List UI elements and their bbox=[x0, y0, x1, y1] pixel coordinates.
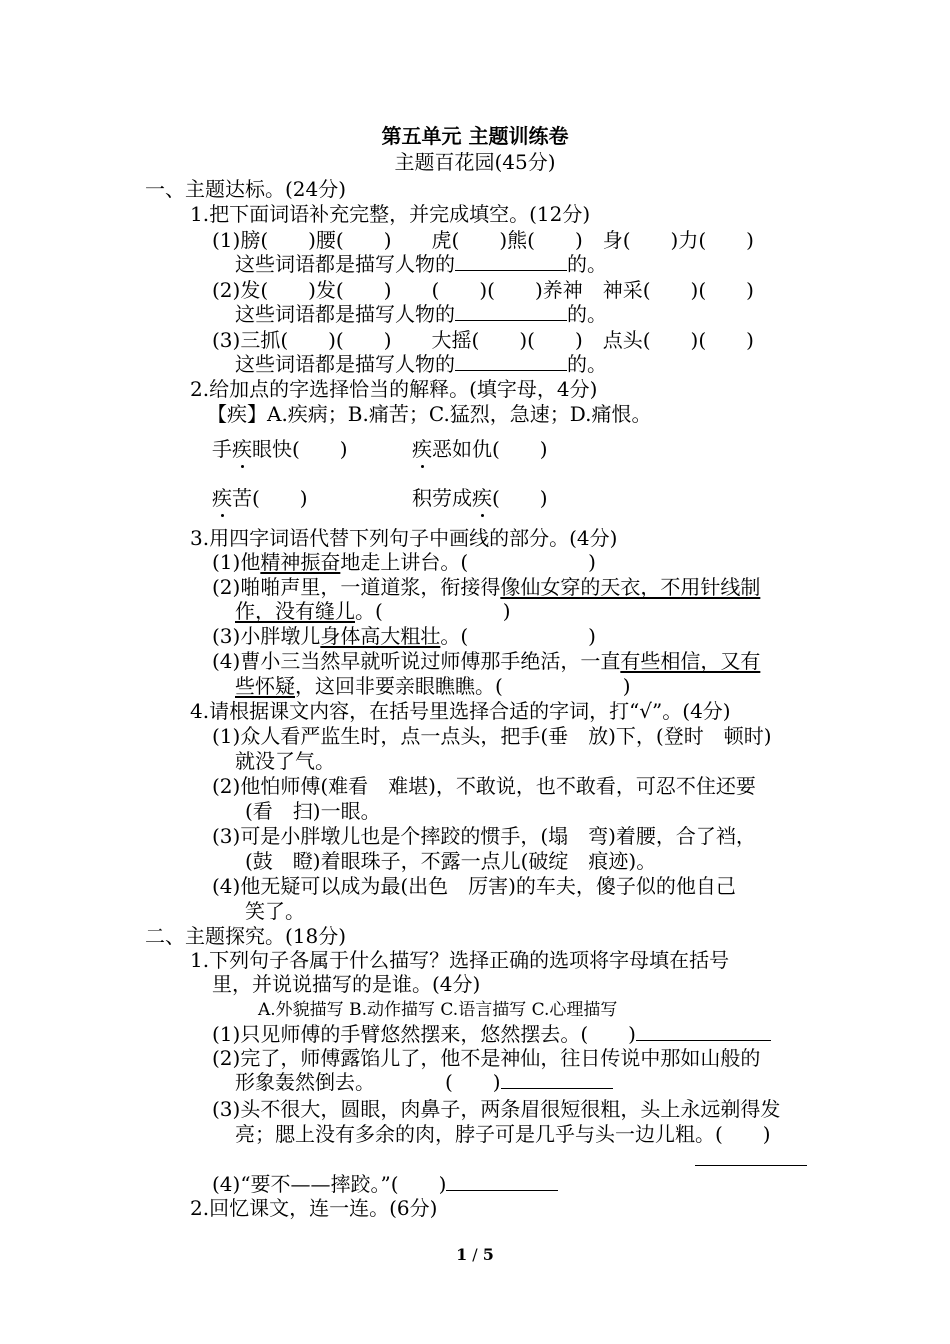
answer-blank[interactable] bbox=[446, 1172, 558, 1191]
underlined-phrase: 身体高大粗壮 bbox=[320, 624, 441, 648]
q2-item-b bbox=[412, 437, 548, 461]
q1-stem: 1.把下面词语补充完整，并完成填空。(12分) bbox=[190, 202, 591, 226]
q4-stem: 4.请根据课文内容，在括号里选择合适的字词，打“√”。(4分) bbox=[190, 699, 731, 723]
q4-line-5: (3)可是小胖墩儿也是个摔跤的惯手，(塌 弯)着腰，合了裆， bbox=[212, 824, 756, 848]
q3-stem: 3.用四字词语代替下列句子中画线的部分。(4分) bbox=[190, 526, 618, 550]
answer-blank[interactable] bbox=[455, 352, 567, 371]
section-1-heading: 一、主题达标。(24分) bbox=[145, 177, 347, 201]
q4-line-4: (看 扫)一眼。 bbox=[245, 799, 381, 823]
q3-sentence-4-cont bbox=[235, 674, 631, 698]
page-title: 第五单元 主题训练卷 bbox=[381, 124, 569, 148]
p2-s4-text: (4)“要不——摔跤。”( ) bbox=[212, 1172, 447, 1196]
p2-q1-stem-2: 里，并说说描写的是谁。(4分) bbox=[212, 972, 481, 996]
page-number: 1 / 5 bbox=[456, 1245, 494, 1264]
dotted-char: 疾 bbox=[412, 437, 432, 461]
underlined-phrase: 作，没有缝儿 bbox=[235, 599, 355, 623]
p2-s2-rest: 形象轰然倒去。 ( ) bbox=[235, 1070, 501, 1094]
q2-item-a bbox=[212, 437, 348, 461]
q1-line-3: (3)三抓( )( ) 大摇( )( ) 点头( )( ) bbox=[212, 328, 754, 352]
p2-q1-sentence-1 bbox=[212, 1022, 771, 1046]
q1-sentence-1 bbox=[235, 252, 607, 276]
q4-line-8: 笑了。 bbox=[245, 899, 305, 923]
q3-s1-rest: 地走上讲台。( ) bbox=[340, 550, 596, 574]
q1-sentence-2 bbox=[235, 302, 607, 326]
answer-blank[interactable] bbox=[455, 252, 567, 271]
page-subtitle: 主题百花园(45分) bbox=[394, 150, 556, 174]
q1-sentence-3 bbox=[235, 352, 607, 376]
p2-q1-sentence-4 bbox=[212, 1172, 558, 1196]
underlined-phrase: 精神振奋 bbox=[260, 550, 341, 574]
p2-q1-stem-1: 1.下列句子各属于什么描写？选择正确的选项将字母填在括号 bbox=[190, 948, 730, 972]
answer-blank[interactable] bbox=[636, 1022, 771, 1041]
q2-item-a-text: 手 bbox=[212, 437, 232, 461]
q3-s1-text: (1)他 bbox=[212, 550, 261, 574]
q2-item-a-rest: 眼快( ) bbox=[252, 437, 348, 461]
q2-item-d-rest: ( ) bbox=[492, 486, 548, 510]
q2-stem: 2.给加点的字选择恰当的解释。(填字母，4分) bbox=[190, 377, 598, 401]
total-pages: 5 bbox=[482, 1245, 494, 1264]
q3-s4-rest: ，这回非要亲眼瞧瞧。( ) bbox=[295, 674, 631, 698]
dotted-char: 疾 bbox=[232, 437, 252, 461]
p2-q1-sentence-3-cont: 亮；腮上没有多余的肉，脖子可是几乎与头一边儿粗。( ) bbox=[235, 1122, 771, 1146]
q2-item-b-rest: 恶如仇( ) bbox=[432, 437, 548, 461]
q2-options: 【疾】A.疾病；B.痛苦；C.猛烈，急速；D.痛恨。 bbox=[207, 402, 652, 426]
p2-s1-text: (1)只见师傅的手臂悠然摆来，悠然摆去。( ) bbox=[212, 1022, 636, 1046]
q1-line-1: (1)膀( )腰( ) 虎( )熊( ) 身( )力( ) bbox=[212, 228, 754, 252]
q3-s3-text: (3)小胖墩儿 bbox=[212, 624, 321, 648]
q3-sentence-3 bbox=[212, 624, 596, 648]
answer-blank[interactable] bbox=[501, 1070, 613, 1089]
underlined-phrase: 像仙女穿的天衣，不用针线制 bbox=[500, 575, 761, 599]
q4-line-3: (2)他怕师傅(难看 难堪)，不敢说，也不敢看，可忍不住还要 bbox=[212, 774, 756, 798]
q2-item-d-text: 积劳成 bbox=[412, 486, 472, 510]
q1-line-2: (2)发( )发( ) ( )( )养神 神采( )( ) bbox=[212, 278, 754, 302]
q3-s2-text: (2)啪啪声里，一道道浆，衔接得 bbox=[212, 575, 501, 599]
q3-s2-rest: 。( ) bbox=[355, 599, 511, 623]
q1-sentence-1-end: 的。 bbox=[567, 252, 607, 276]
q3-sentence-2-cont bbox=[235, 599, 511, 623]
q4-line-1: (1)众人看严监生时，点一点头，把手(垂 放)下，(登时 顿时) bbox=[212, 724, 772, 748]
q1-sentence-3-end: 的。 bbox=[567, 352, 607, 376]
underlined-phrase: 些怀疑 bbox=[235, 674, 295, 698]
q3-sentence-1 bbox=[212, 550, 596, 574]
q1-sentence-2-text: 这些词语都是描写人物的 bbox=[235, 302, 455, 326]
answer-blank[interactable] bbox=[695, 1147, 807, 1166]
p2-s3-answer-line bbox=[695, 1147, 807, 1171]
p2-q1-options: A.外貌描写 B.动作描写 C.语言描写 C.心理描写 bbox=[258, 1000, 618, 1020]
p2-q1-sentence-2-cont bbox=[235, 1070, 613, 1094]
dotted-char: 疾 bbox=[212, 486, 232, 510]
current-page: 1 bbox=[456, 1245, 468, 1264]
underlined-phrase: 有些相信，又有 bbox=[620, 649, 761, 673]
q1-sentence-2-end: 的。 bbox=[567, 302, 607, 326]
p2-q2-stem: 2.回忆课文，连一连。(6分) bbox=[190, 1196, 438, 1220]
q2-item-c bbox=[212, 486, 308, 510]
answer-blank[interactable] bbox=[455, 302, 567, 321]
q1-sentence-3-text: 这些词语都是描写人物的 bbox=[235, 352, 455, 376]
q3-s3-rest: 。( ) bbox=[440, 624, 596, 648]
q4-line-2: 就没了气。 bbox=[235, 749, 335, 773]
p2-q1-sentence-3: (3)头不很大，圆眼，肉鼻子，两条眉很短很粗，头上永远剃得发 bbox=[212, 1097, 781, 1121]
section-2-heading: 二、主题探究。(18分) bbox=[145, 924, 347, 948]
q2-item-d bbox=[412, 486, 548, 510]
q3-sentence-4 bbox=[212, 649, 760, 673]
dotted-char: 疾 bbox=[472, 486, 492, 510]
q1-sentence-1-text: 这些词语都是描写人物的 bbox=[235, 252, 455, 276]
q2-item-c-rest: 苦( ) bbox=[232, 486, 308, 510]
q3-s4-text: (4)曹小三当然早就听说过师傅那手绝活，一直 bbox=[212, 649, 621, 673]
q4-line-7: (4)他无疑可以成为最(出色 厉害)的车夫，傻子似的他自己 bbox=[212, 874, 736, 898]
q4-line-6: (鼓 瞪)着眼珠子，不露一点儿(破绽 痕迹)。 bbox=[245, 849, 657, 873]
p2-q1-sentence-2: (2)完了，师傅露馅儿了，他不是神仙，往日传说中那如山般的 bbox=[212, 1046, 761, 1070]
q3-sentence-2 bbox=[212, 575, 760, 599]
